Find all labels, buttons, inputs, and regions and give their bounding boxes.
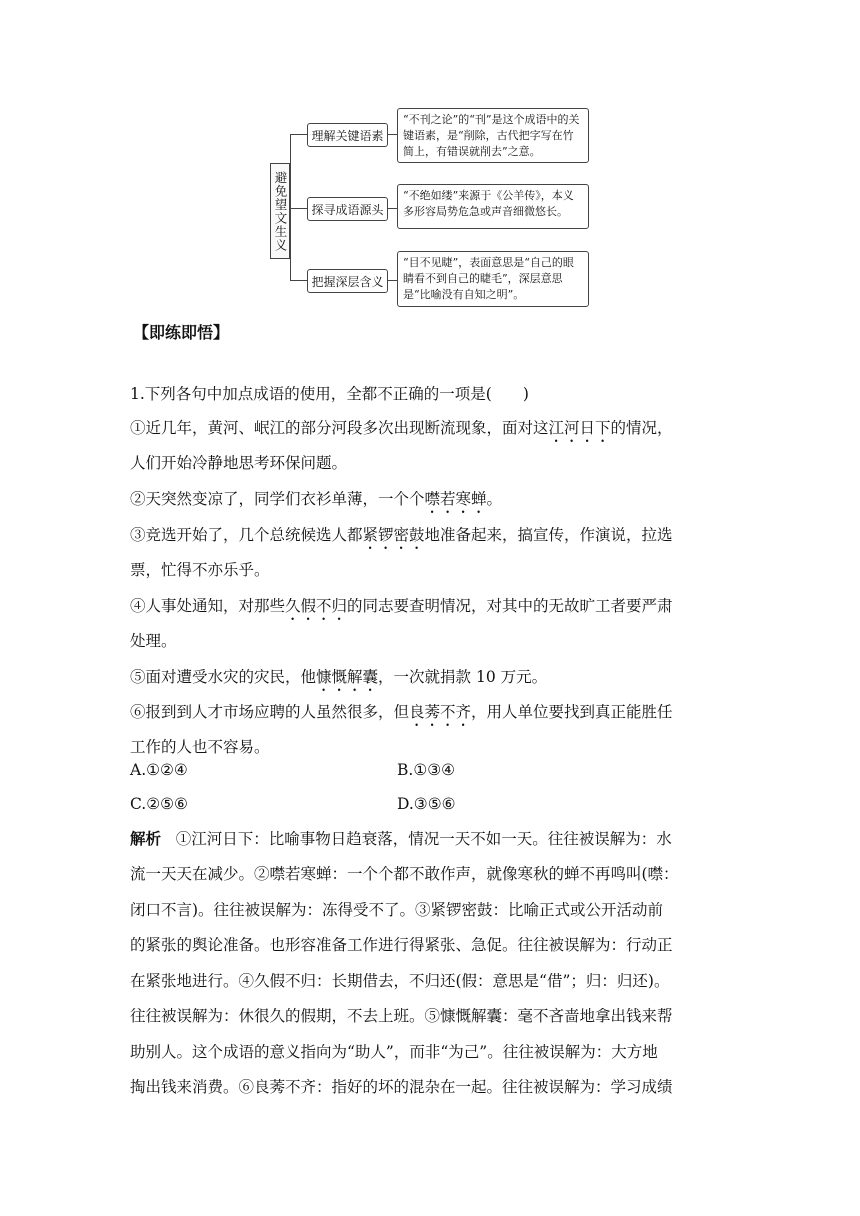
item-text: ①近几年，黄河、岷江的部分河段多次出现断流现象，面对这 [130,419,549,437]
dotted-idiom: 江河日下 [548,419,611,437]
question-item-4 [130,596,730,624]
analysis-line-8: 掏出钱来消费。⑥良莠不齐：指好的坏的混杂在一起。往往被误解为：学习成绩 [130,1078,673,1096]
diagram-root-box [270,163,290,259]
question-item-2 [130,489,730,517]
section-title: 【即练即悟】 [133,323,230,342]
diagram-key-3 [307,269,388,293]
dotted-idiom: 噤若寒蝉 [424,490,487,508]
analysis-line-3: 闭口不言)。往往被误解为：冻得受不了。③紧锣密鼓：比喻正式或公开活动前 [130,901,664,919]
diagram-key-2 [307,197,388,221]
item-text: 的同志要查明情况，对其中的无故旷工者要严肃 [347,597,673,615]
item-text: ②天突然变凉了，同学们衣衫单薄，一个个 [130,490,425,508]
dotted-idiom: 良莠不齐 [409,703,472,721]
analysis-line-2: 流一天天在减少。②噤若寒蝉：一个个都不敢作声，就像寒秋的蝉不再鸣叫(噤： [130,865,679,883]
diagram-desc-3 [397,251,589,307]
diagram-desc-2 [397,184,589,229]
analysis-line-1 [130,829,730,849]
diagram-key-label: 探寻成语源头 [311,202,384,217]
diagram-key-label: 理解关键语素 [311,128,384,143]
question-stem: 1.下列各句中加点成语的使用，全都不正确的一项是( ) [130,385,529,403]
connector [290,280,308,281]
dotted-idiom: 久假不归 [285,597,348,615]
option-a[interactable]: A.①②④ [130,761,188,779]
diagram-desc-1 [397,108,589,163]
option-d[interactable]: D.③⑤⑥ [397,795,456,813]
analysis-line-5: 在紧张地进行。④久假不归：长期借去，不归还(假：意思是“借”；归：归还)。 [130,972,670,990]
analysis-text: ①江河日下：比喻事物日趋衰落，情况一天不如一天。往往被误解为：水 [175,830,672,848]
item-text: 的情况， [610,419,673,437]
question-item-3 [130,525,730,553]
connector [290,208,308,209]
connector [387,134,397,135]
analysis-line-4: 的紧张的舆论准备。也形容准备工作进行得紧张、急促。往往被误解为：行动正 [130,936,673,954]
question-item-5 [130,667,730,695]
analysis-line-6: 往往被误解为：休很久的假期，不去上班。⑤慷慨解囊：毫不吝啬地拿出钱来帮 [130,1007,673,1025]
diagram-key-1 [307,123,388,147]
diagram-key-label: 把握深层含义 [311,274,384,289]
item-text: ，一次就捐款 10 万元。 [378,668,548,686]
question-item-1 [130,418,730,446]
item-text: 。 [486,490,503,508]
diagram-desc-text: “不绝如缕”来源于《公羊传》，本义多形容局势危急或声音细微悠长。 [403,189,574,218]
diagram-desc-text: “目不见睫”，表面意思是“自己的眼睛看不到自己的睫毛”，深层意思是“比喻没有自知之明”。 [403,256,574,301]
item-text: ，用人单位要找到真正能胜任 [471,703,673,721]
item-text: ③竞选开始了，几个总统候选人都 [130,526,363,544]
item-text: 地准备起来，搞宣传，作演说，拉选 [424,526,673,544]
item-text: ④人事处通知，对那些 [130,597,286,615]
item-text: ⑤面对遭受水灾的灾民，他 [130,668,317,686]
diagram-desc-text: “不刊之论”的“刊”是这个成语中的关键语素，是“削除，古代把字写在竹简上，有错误就削去”之意。 [403,113,580,158]
connector [387,280,397,281]
question-item-3-cont: 票，忙得不亦乐乎。 [130,561,270,579]
option-c[interactable]: C.②⑤⑥ [130,795,188,813]
option-b[interactable]: B.①③④ [397,761,456,779]
question-item-6-cont: 工作的人也不容易。 [130,738,270,756]
analysis-label: 解析 [130,830,162,848]
dotted-idiom: 紧锣密鼓 [362,526,425,544]
connector [387,208,397,209]
question-item-4-cont: 处理。 [130,632,177,650]
connector [290,134,308,135]
question-item-6 [130,702,730,730]
analysis-line-7: 助别人。这个成语的意义指向为“助人”，而非“为己”。往往被误解为：大方地 [130,1043,658,1061]
question-item-1-cont: 人们开始冷静地思考环保问题。 [130,454,348,472]
concept-diagram [0,0,860,320]
diagram-root-label: 避免望文生义 [273,170,288,252]
item-text: ⑥报到到人才市场应聘的人虽然很多，但 [130,703,410,721]
dotted-idiom: 慷慨解囊 [316,668,379,686]
diagram-bracket [290,134,307,280]
